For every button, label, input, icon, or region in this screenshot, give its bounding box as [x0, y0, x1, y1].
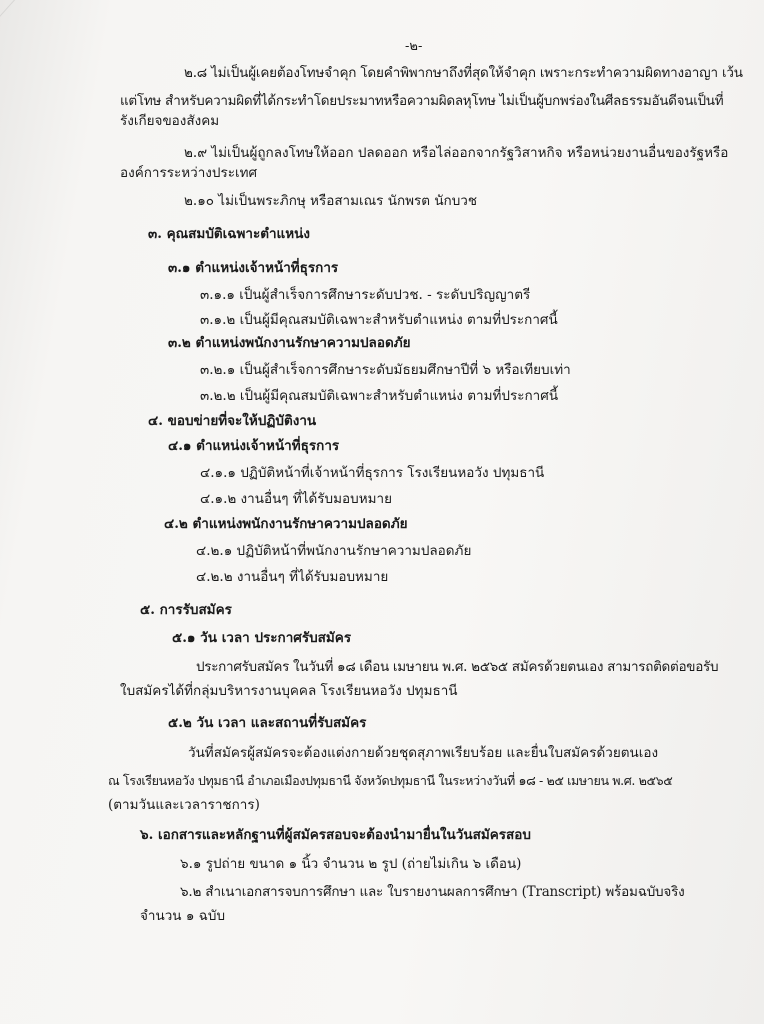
item-4-1-1: ๔.๑.๑ ปฏิบัติหน้าที่เจ้าหน้าที่ธุรการ โรงเรียนหอวัง ปทุมธานี — [200, 465, 545, 481]
item-4-2-2: ๔.๒.๒ งานอื่นๆ ที่ได้รับมอบหมาย — [196, 569, 389, 585]
clause-2-10: ๒.๑๐ ไม่เป็นพระภิกษุ หรือสามเณร นักพรต นักบวช — [184, 193, 478, 209]
item-4-1-2: ๔.๑.๒ งานอื่นๆ ที่ได้รับมอบหมาย — [200, 491, 392, 507]
section-6-heading: ๖. เอกสารและหลักฐานที่ผู้สมัครสอบจะต้องนำมายื่นในวันสมัครสอบ — [140, 827, 531, 843]
subsection-5-1-heading: ๕.๑ วัน เวลา ประกาศรับสมัคร — [172, 630, 352, 646]
item-3-1-2: ๓.๑.๒ เป็นผู้มีคุณสมบัติเฉพาะสำหรับตำแหน่ง ตามที่ประกาศนี้ — [200, 312, 558, 328]
subsection-3-1-heading: ๓.๑ ตำแหน่งเจ้าหน้าที่ธุรการ — [168, 260, 339, 276]
item-4-2-1: ๔.๒.๑ ปฏิบัติหน้าที่พนักงานรักษาความปลอดภัย — [196, 543, 472, 559]
paragraph-5-1-line-2: ใบสมัครได้ที่กลุ่มบริหารงานบุคคล โรงเรียนหอวัง ปทุมธานี — [120, 683, 458, 699]
subsection-3-2-heading: ๓.๒ ตำแหน่งพนักงานรักษาความปลอดภัย — [168, 335, 411, 351]
clause-2-8-line-1: ๒.๘ ไม่เป็นผู้เคยต้องโทษจำคุก โดยคำพิพากษาถึงที่สุดให้จำคุก เพราะกระทำความผิดทางอาญา เว้น — [184, 65, 743, 81]
paragraph-5-2-line-1: วันที่สมัครผู้สมัครจะต้องแต่งกายด้วยชุดสุภาพเรียบร้อย และยื่นใบสมัครด้วยตนเอง — [188, 745, 659, 761]
section-3-heading: ๓. คุณสมบัติเฉพาะตำแหน่ง — [148, 226, 310, 242]
clause-2-9-line-2: องค์การระหว่างประเทศ — [120, 165, 258, 181]
item-3-1-1: ๓.๑.๑ เป็นผู้สำเร็จการศึกษาระดับปวช. - ระดับปริญญาตรี — [200, 287, 531, 303]
item-3-2-1: ๓.๒.๑ เป็นผู้สำเร็จการศึกษาระดับมัธยมศึกษาปีที่ ๖ หรือเทียบเท่า — [200, 362, 571, 378]
section-4-heading: ๔. ขอบข่ายที่จะให้ปฏิบัติงาน — [148, 413, 317, 429]
page-number: -๒- — [405, 39, 423, 54]
clause-2-9-line-1: ๒.๙ ไม่เป็นผู้ถูกลงโทษให้ออก ปลดออก หรือไล่ออกจากรัฐวิสาหกิจ หรือหน่วยงานอื่นของรัฐหรือ — [184, 145, 729, 161]
subsection-5-2-heading: ๕.๒ วัน เวลา และสถานที่รับสมัคร — [168, 715, 367, 731]
item-6-1: ๖.๑ รูปถ่าย ขนาด ๑ นิ้ว จำนวน ๒ รูป (ถ่ายไม่เกิน ๖ เดือน) — [180, 856, 522, 872]
item-3-2-2: ๓.๒.๒ เป็นผู้มีคุณสมบัติเฉพาะสำหรับตำแหน่ง ตามที่ประกาศนี้ — [200, 388, 559, 404]
paragraph-5-2-line-2: ณ โรงเรียนหอวัง ปทุมธานี อำเภอเมืองปทุมธานี จังหวัดปทุมธานี ในระหว่างวันที่ ๑๘ - ๒๕ เมษายน พ.ศ. ๒๕๖๕ — [108, 773, 673, 788]
item-6-2-line-1: ๖.๒ สำเนาเอกสารจบการศึกษา และ ใบรายงานผลการศึกษา (Transcript) พร้อมฉบับจริง — [180, 884, 685, 900]
subsection-4-2-heading: ๔.๒ ตำแหน่งพนักงานรักษาความปลอดภัย — [164, 516, 408, 532]
clause-2-8-line-2: แต่โทษ สำหรับความผิดที่ได้กระทำโดยประมาทหรือความผิดลหุโทษ ไม่เป็นผู้บกพร่องในศีลธรรมอันดีจนเป็นที่ — [120, 93, 724, 109]
section-5-heading: ๕. การรับสมัคร — [140, 602, 232, 618]
paper-fold-mark — [0, 0, 94, 61]
clause-2-8-line-3: รังเกียจของสังคม — [120, 113, 220, 129]
paragraph-5-2-line-3: (ตามวันและเวลาราชการ) — [108, 797, 260, 813]
item-6-2-line-2: จำนวน ๑ ฉบับ — [140, 908, 226, 924]
paragraph-5-1-line-1: ประกาศรับสมัคร ในวันที่ ๑๘ เดือน เมษายน พ.ศ. ๒๕๖๕ สมัครด้วยตนเอง สามารถติดต่อขอรับ — [196, 659, 719, 675]
subsection-4-1-heading: ๔.๑ ตำแหน่งเจ้าหน้าที่ธุรการ — [168, 438, 340, 454]
